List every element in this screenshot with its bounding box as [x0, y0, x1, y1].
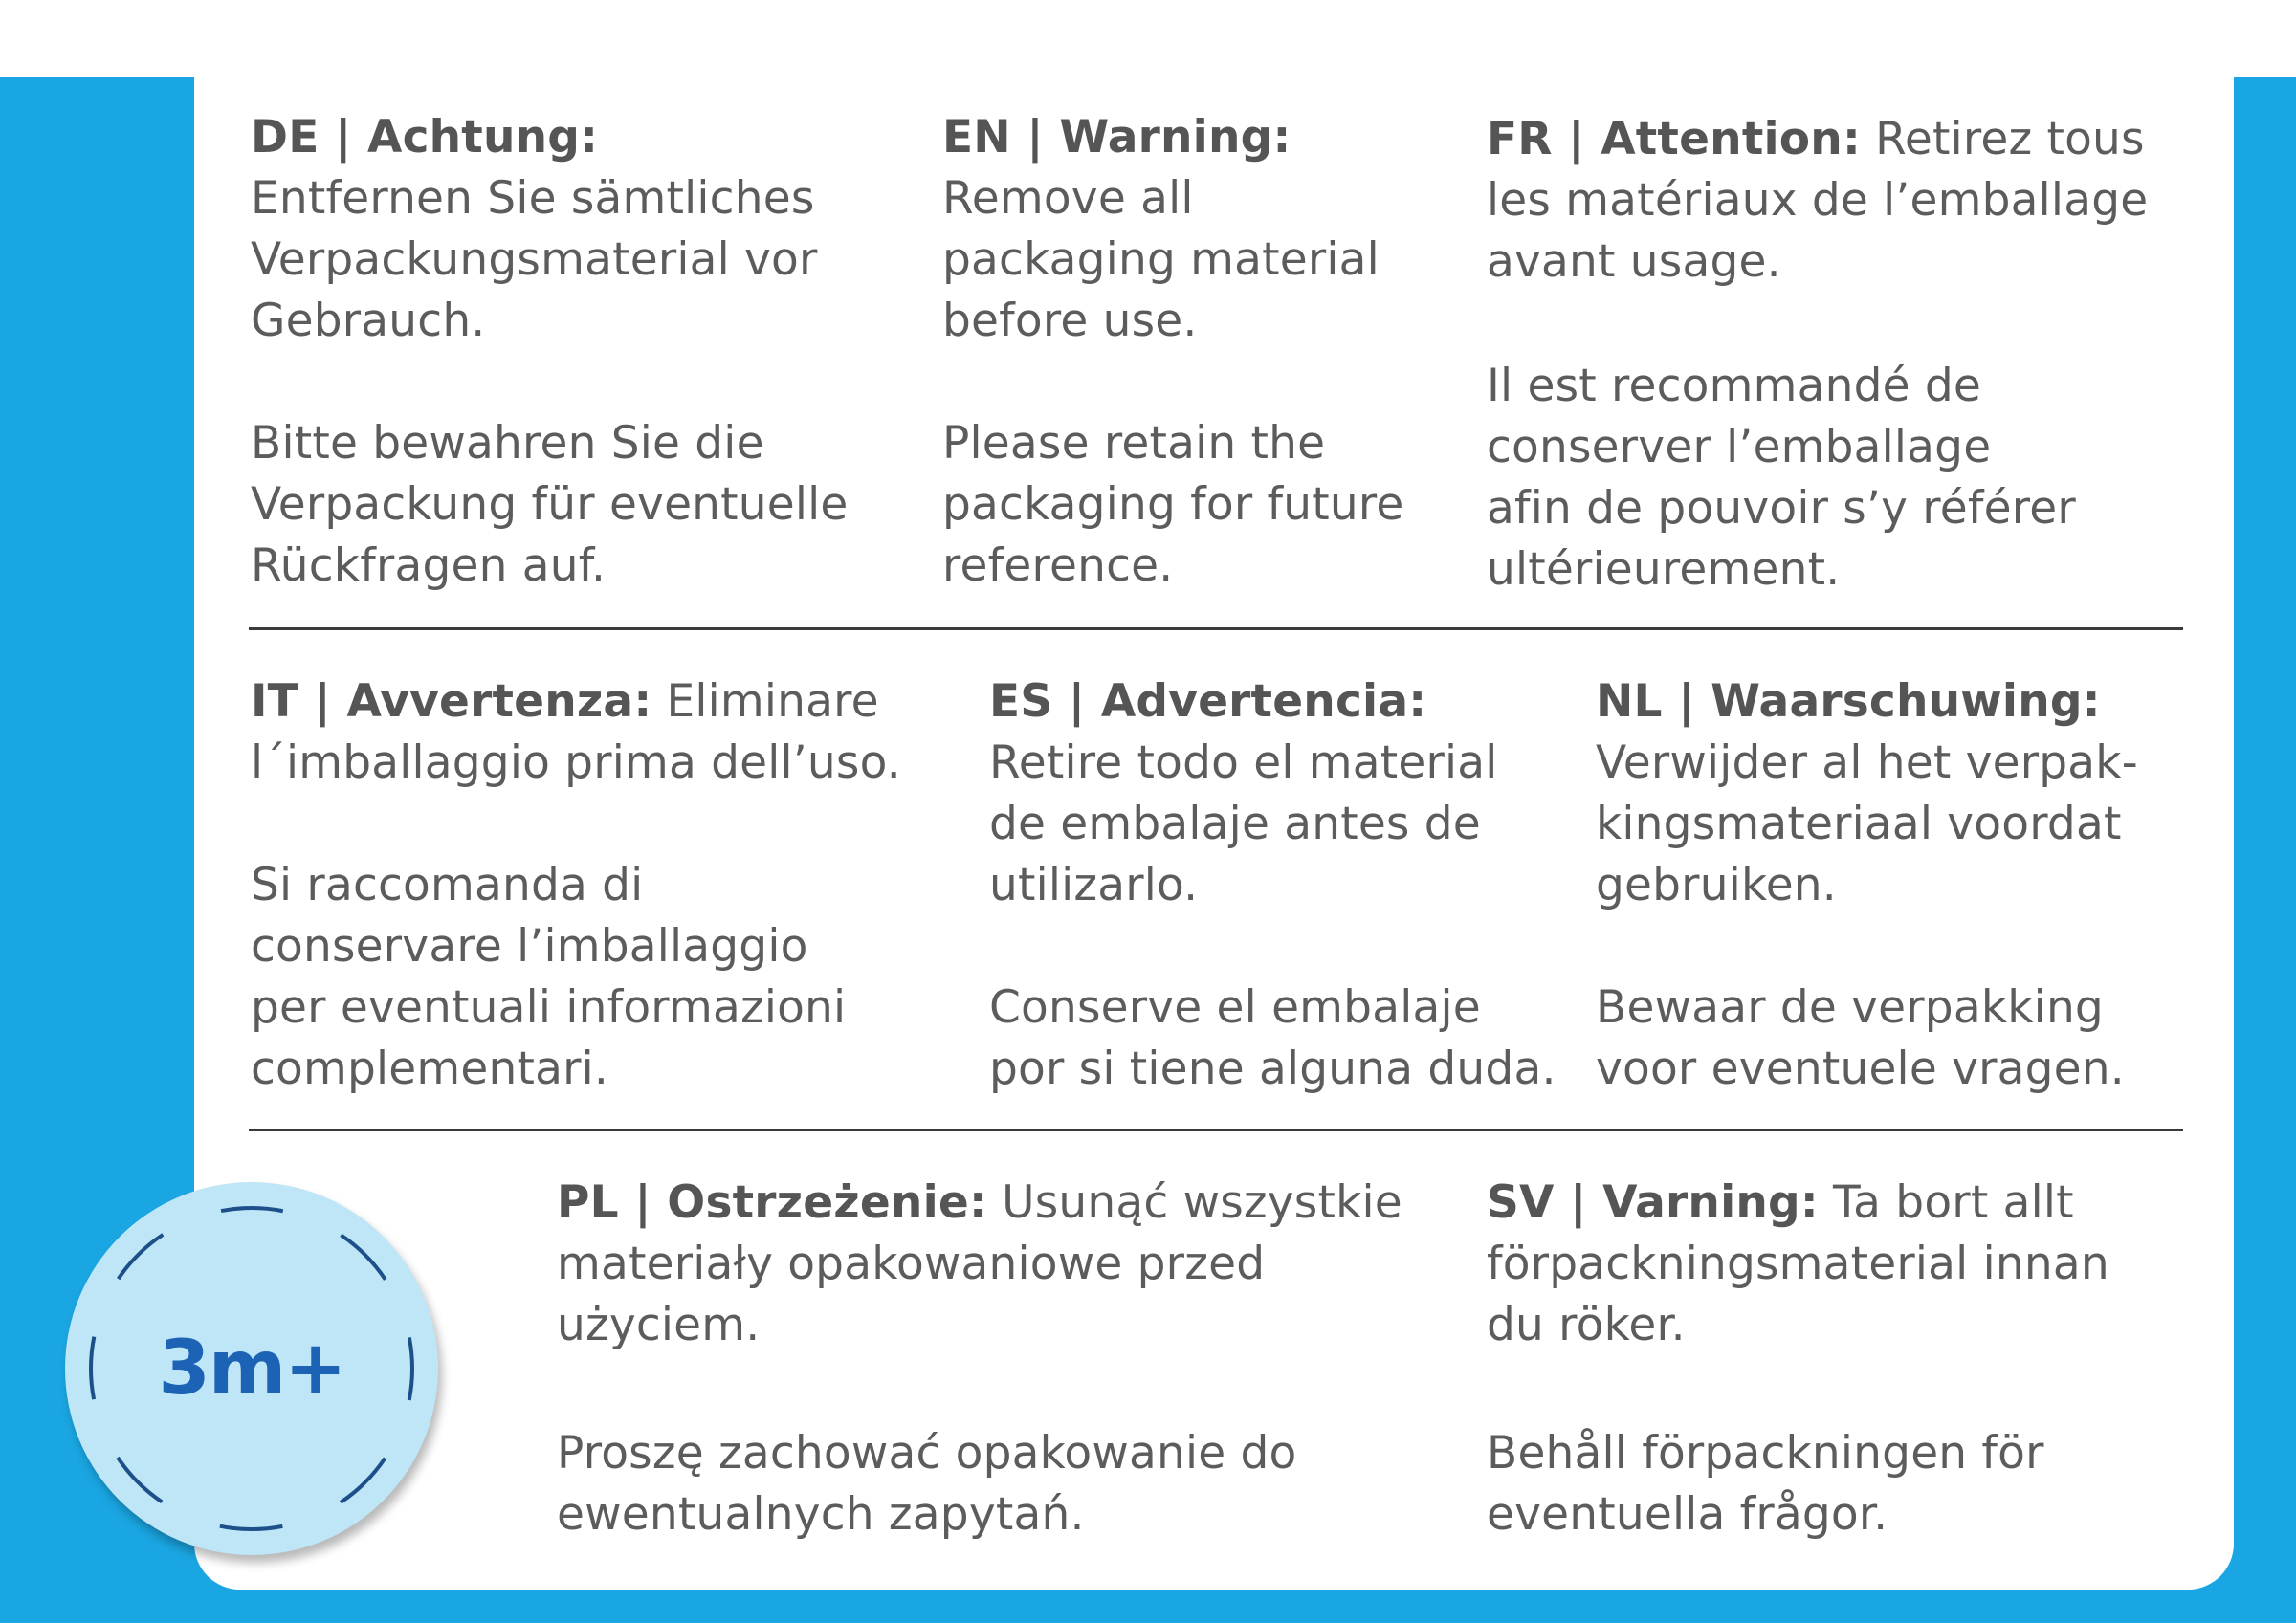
section-fr — [1487, 109, 2148, 601]
section-en-line: Remove all — [942, 172, 1194, 225]
section-it-line: Si raccomanda di — [251, 859, 644, 911]
divider-line — [249, 1129, 2183, 1131]
section-de-line: Bitte bewahren Sie die — [251, 417, 764, 470]
section-de-line: Rückfragen auf. — [251, 539, 607, 592]
section-sv — [1487, 1173, 2109, 1546]
section-nl-line: Bewaar de verpakking — [1596, 981, 2104, 1034]
section-nl-line: kingsmateriaal voordat — [1596, 798, 2122, 850]
section-fr-line: ultérieurement. — [1487, 543, 1841, 596]
section-en-heading: EN | Warning: — [942, 111, 1292, 164]
section-en-line: packaging material — [942, 233, 1380, 286]
section-pl-inline: Usunąć wszystkie — [986, 1176, 1402, 1229]
section-fr-inline: Retirez tous — [1860, 113, 2145, 165]
section-it-inline: Eliminare — [651, 675, 879, 728]
section-pl-heading: PL | Ostrzeżenie: — [557, 1176, 987, 1229]
section-fr-line: conserver l’emballage — [1487, 421, 1992, 473]
section-pl-line: użyciem. — [557, 1299, 761, 1351]
section-it — [251, 671, 901, 1100]
section-nl-line: gebruiken. — [1596, 859, 1837, 911]
section-it-line: per eventuali informazioni — [251, 981, 847, 1034]
section-de-line: Verpackungsmaterial vor — [251, 233, 818, 286]
age-badge — [65, 1182, 438, 1555]
section-pl-line: ewentualnych zapytań. — [557, 1488, 1085, 1541]
section-pl — [557, 1173, 1402, 1546]
section-sv-line: Behåll förpackningen för — [1487, 1427, 2044, 1480]
section-fr-line: afin de pouvoir s’y référer — [1487, 482, 2076, 535]
section-en-line: Please retain the — [942, 417, 1326, 470]
section-sv-heading: SV | Varning: — [1487, 1176, 1819, 1229]
section-es-line: Conserve el embalaje — [989, 981, 1481, 1034]
section-fr-line: avant usage. — [1487, 235, 1781, 288]
divider-line — [249, 627, 2183, 630]
section-it-line: conservare l’imballaggio — [251, 920, 808, 973]
section-en-line: reference. — [942, 539, 1174, 592]
section-de-line: Gebrauch. — [251, 295, 486, 347]
section-nl — [1596, 671, 2138, 1100]
section-nl-line: voor eventuele vragen. — [1596, 1042, 2125, 1095]
section-sv-inline: Ta bort allt — [1818, 1176, 2074, 1229]
section-pl-line: materiały opakowaniowe przed — [557, 1238, 1266, 1290]
section-es-heading: ES | Advertencia: — [989, 675, 1427, 728]
section-de — [251, 107, 849, 597]
section-sv-line: du röker. — [1487, 1299, 1686, 1351]
section-fr-heading: FR | Attention: — [1487, 113, 1861, 165]
section-es-line: por si tiene alguna duda. — [989, 1042, 1556, 1095]
section-en-line: packaging for future — [942, 478, 1404, 531]
section-nl-line: Verwijder al het verpak- — [1596, 736, 2138, 789]
section-it-line: l´imballaggio prima dell’uso. — [251, 736, 901, 789]
section-es-line: de embalaje antes de — [989, 798, 1481, 850]
section-es — [989, 671, 1556, 1100]
section-de-line: Verpackung für eventuelle — [251, 478, 849, 531]
section-nl-heading: NL | Waarschuwing: — [1596, 675, 2101, 728]
section-fr-line: Il est recommandé de — [1487, 360, 1982, 412]
section-es-line: Retire todo el material — [989, 736, 1498, 789]
section-en-line: before use. — [942, 295, 1198, 347]
section-es-line: utilizarlo. — [989, 859, 1199, 911]
section-pl-line: Proszę zachować opakowanie do — [557, 1427, 1297, 1480]
section-de-heading: DE | Achtung: — [251, 111, 599, 164]
section-it-heading: IT | Avvertenza: — [251, 675, 652, 728]
section-it-line: complementari. — [251, 1042, 609, 1095]
section-sv-line: förpackningsmaterial innan — [1487, 1238, 2109, 1290]
section-fr-line: les matériaux de l’emballage — [1487, 174, 2149, 227]
age-badge-label: 3m+ — [158, 1326, 345, 1412]
section-de-line: Entfernen Sie sämtliches — [251, 172, 815, 225]
section-sv-line: eventuella frågor. — [1487, 1488, 1888, 1541]
section-en — [942, 107, 1403, 597]
